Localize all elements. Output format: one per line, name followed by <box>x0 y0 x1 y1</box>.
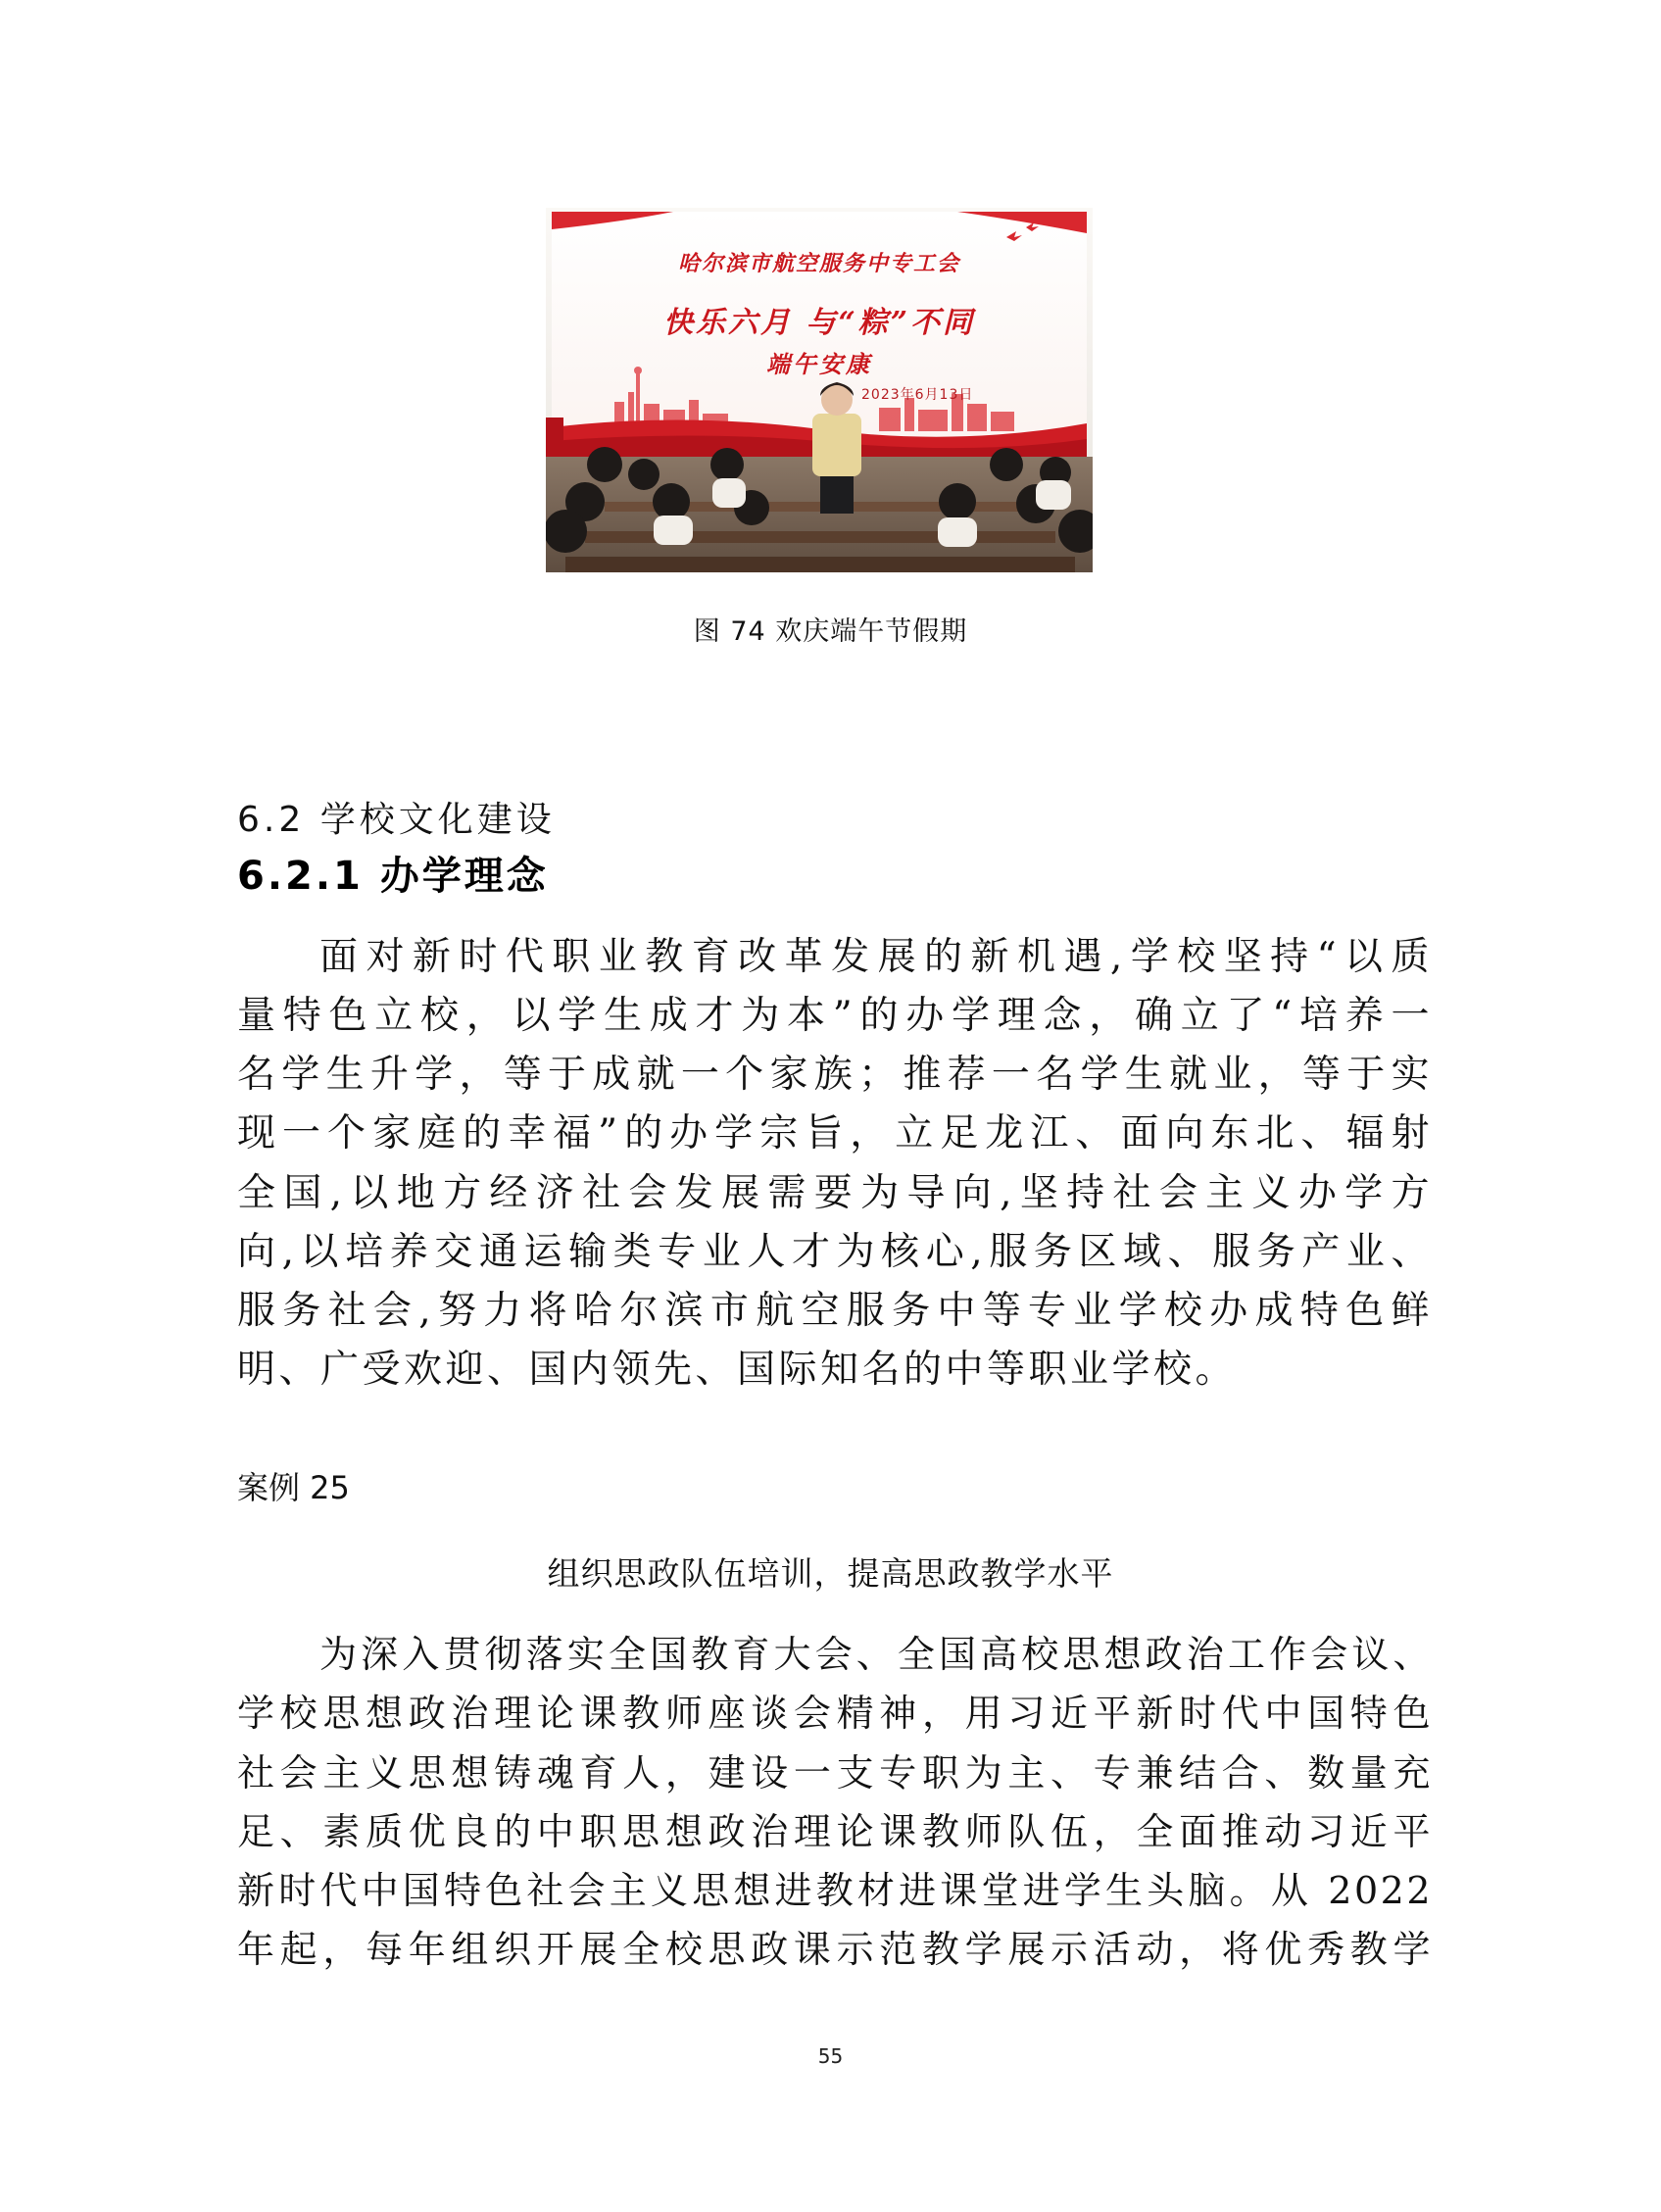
banner-date: 2023年6月13日 <box>861 387 974 403</box>
paragraph-line: 向,以培养交通运输类专业人才为核心,服务区域、服务产业、 <box>237 1230 1433 1274</box>
paragraph-line: 新时代中国特色社会主义思想进教材进课堂进学生头脑。从 2022 <box>237 1869 1433 1912</box>
paragraph-line: 学校思想政治理论课教师座谈会精神，用习近平新时代中国特色 <box>237 1692 1433 1735</box>
paragraph-line: 服务社会,努力将哈尔滨市航空服务中等专业学校办成特色鲜 <box>237 1289 1433 1333</box>
banner-organizer: 哈尔滨市航空服务中专工会 <box>677 251 960 276</box>
event-photo <box>546 208 1093 572</box>
paragraph-line: 面对新时代职业教育改革发展的新机遇,学校坚持“以质 <box>319 935 1433 979</box>
banner-greeting: 端午安康 <box>766 350 872 378</box>
banner-slogan: 快乐六月 与“粽”不同 <box>663 306 975 340</box>
paragraph-line: 现一个家庭的幸福”的办学宗旨，立足龙江、面向东北、辐射 <box>237 1111 1433 1155</box>
paragraph-line: 足、素质优良的中职思想政治理论课教师队伍，全面推动习近平 <box>237 1810 1433 1853</box>
case-title: 组织思政队伍培训，提高思政教学水平 <box>547 1554 1114 1593</box>
case-label: 案例 25 <box>237 1469 350 1506</box>
paragraph-line: 为深入贯彻落实全国教育大会、全国高校思想政治工作会议、 <box>319 1633 1433 1676</box>
paragraph-line: 全国,以地方经济社会发展需要为导向,坚持社会主义办学方 <box>237 1171 1433 1215</box>
paragraph-line: 量特色立校，以学生成才为本”的办学理念，确立了“培养一 <box>237 994 1433 1038</box>
paragraph-line: 年起，每年组织开展全校思政课示范教学展示活动，将优秀教学 <box>237 1928 1433 1971</box>
paragraph-line: 名学生升学，等于成就一个家族；推荐一名学生就业，等于实 <box>237 1053 1433 1097</box>
section-heading: 6.2 学校文化建设 <box>237 800 556 840</box>
paragraph-line: 明、广受欢迎、国内领先、国际知名的中等职业学校。 <box>237 1348 1238 1392</box>
figure-caption: 图 74 欢庆端午节假期 <box>693 616 968 647</box>
paragraph-line: 社会主义思想铸魂育人，建设一支专职为主、专兼结合、数量充 <box>237 1751 1433 1794</box>
subsection-heading: 6.2.1 办学理念 <box>237 854 549 899</box>
page-number: 55 <box>817 2044 844 2068</box>
